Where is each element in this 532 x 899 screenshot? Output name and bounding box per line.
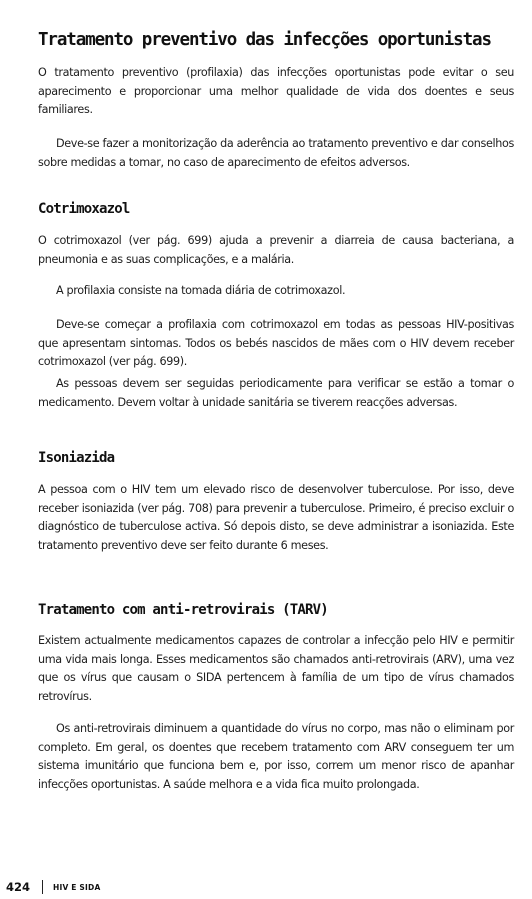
page-footer [6, 878, 100, 896]
tarv-paragraph-2: Os anti-retrovirais diminuem a quantidade do vírus no corpo, mas não o eliminam por completo. Em geral, os doentes que recebem tratamento com ARV conseguem ter um sistema imunitário que funciona bem e, por isso, correm um menor risco de apanhar infecções oportunistas. A saúde melhora e a vida fica muito prolongada. [38, 722, 514, 791]
tarv-paragraph-1: Existem actualmente medicamentos capazes de controlar a infecção pelo HIV e permitir uma vida mais longa. Esses medicamentos são chamados anti-retrovirais (ARV), uma vez que os vírus que causam o SIDA pertencem à família de um tipo de vírus chamados retrovírus. [38, 634, 514, 703]
cotrimoxazol-paragraph-2: A profilaxia consiste na tomada diária de cotrimoxazol. [56, 284, 346, 297]
footer-divider [42, 880, 43, 894]
section-heading-isoniazida: Isoniazida [38, 450, 115, 466]
running-title: HIV E SIDA [53, 882, 101, 892]
page-title: Tratamento preventivo das infecções oportunistas [38, 30, 491, 50]
intro-paragraph-2: Deve-se fazer a monitorização da aderência ao tratamento preventivo e dar conselhos sobre medidas a tomar, no caso de aparecimento de efeitos adversos. [38, 137, 514, 169]
cotrimoxazol-paragraph-1: O cotrimoxazol (ver pág. 699) ajuda a prevenir a diarreia de causa bacteriana, a pneumonia e as suas complicações, e a malária. [38, 234, 514, 266]
document-page [38, 0, 514, 899]
section-heading-tarv: Tratamento com anti-retrovirais (TARV) [38, 602, 328, 618]
intro-paragraph-1: O tratamento preventivo (profilaxia) das infecções oportunistas pode evitar o seu aparecimento e proporcionar uma melhor qualidade de vida dos doentes e seus familiares. [38, 66, 514, 116]
isoniazida-paragraph-1: A pessoa com o HIV tem um elevado risco de desenvolver tuberculose. Por isso, deve receber isoniazida (ver pág. 708) para prevenir a tuberculose. Primeiro, é preciso excluir o diagnóstico de tuberculose activa. Só depois disto, se deve administrar a isoniazida. Este tratamento preventivo deve ser feito durante 6 meses. [38, 483, 514, 552]
section-heading-cotrimoxazol: Cotrimoxazol [38, 201, 130, 217]
page-number: 424 [6, 880, 31, 894]
cotrimoxazol-paragraph-4: As pessoas devem ser seguidas periodicamente para verificar se estão a tomar o medicamento. Devem voltar à unidade sanitária se tiverem reacções adversas. [38, 377, 514, 409]
cotrimoxazol-paragraph-3: Deve-se começar a profilaxia com cotrimoxazol em todas as pessoas HIV-positivas que apresentam sintomas. Todos os bebés nascidos de mães com o HIV devem receber cotrimoxazol (ver pág. 699). [38, 318, 514, 368]
